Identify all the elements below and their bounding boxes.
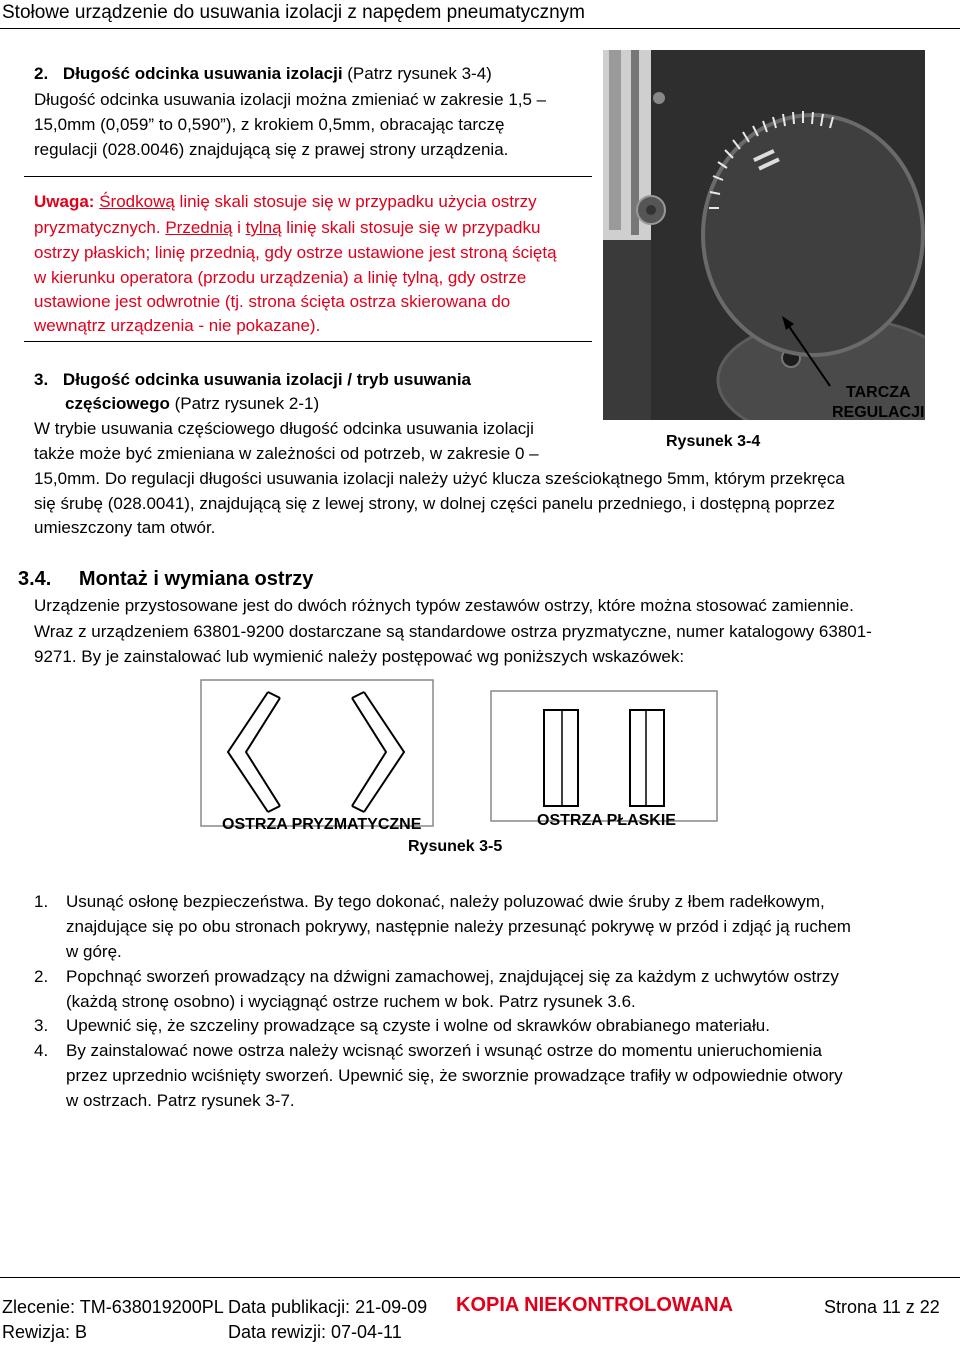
step-1-number: 1.	[34, 892, 49, 911]
section-3-line-3: 15,0mm. Do regulacji długości usuwania izolacji należy użyć klucza sześciokątnego 5mm, którym przekręca	[34, 469, 845, 488]
section-3-line-5: umieszczony tam otwór.	[34, 518, 216, 537]
dial-label-line-1: TARCZA	[846, 384, 911, 401]
section-2-heading: Długość odcinka usuwania izolacji	[62, 64, 343, 83]
note-label: Uwaga:	[34, 192, 95, 211]
step-2-line-1: Popchnąć sworzeń prowadzący na dźwigni zamachowej, znajdującej się za każdym z uchwytów ostrzy	[66, 967, 839, 986]
section-3-line-4: się śrubę (028.0041), znajdującą się z lewej strony, w dolnej części panelu przedniego, i dostępną poprzez	[34, 494, 836, 513]
section-3-4-line-2: Wraz z urządzeniem 63801-9200 dostarczane są standardowe ostrza pryzmatyczne, numer katalogowy 63801-	[34, 622, 872, 641]
section-3-4-title: Montaż i wymiana ostrzy	[78, 568, 314, 590]
document-header-title: Stołowe urządzenie do usuwania izolacji z napędem pneumatycznym	[2, 2, 585, 23]
section-3-line-2: także może być zmieniana w zależności od potrzeb, w zakresie 0 –	[34, 444, 539, 463]
dial-label-line-2: REGULACJI	[832, 404, 925, 421]
step-4-number: 4.	[34, 1041, 49, 1060]
note-line-4: w kierunku operatora (przodu urządzenia) a linię tylną, gdy ostrze	[34, 268, 527, 287]
step-2-number: 2.	[34, 967, 49, 986]
footer-rule	[0, 1277, 960, 1278]
prismatic-blades-label: OSTRZA PRYZMATYCZNE	[222, 816, 422, 833]
note-top-rule	[24, 176, 592, 177]
section-2-heading-line	[34, 62, 492, 86]
section-3-number: 3.	[34, 370, 49, 389]
section-3-heading: Długość odcinka usuwania izolacji / tryb usuwania	[62, 370, 472, 389]
section-2-line-3: regulacji (028.0046) znajdującą się z prawej strony urządzenia.	[34, 140, 509, 159]
prismatic-blades-drawing	[198, 674, 438, 830]
figure-3-5-caption: Rysunek 3-5	[408, 838, 503, 855]
adjustment-dial-photo	[603, 50, 925, 420]
note-line-5: ustawione jest odwrotnie (tj. strona ścięta ostrza skierowana do	[34, 292, 511, 311]
section-3-heading-line-2: częściowego (Patrz rysunek 2-1)	[65, 394, 320, 413]
step-4-line-2: przez uprzednio wciśnięty sworzeń. Upewnić się, że sworznie prowadzące trafiły w odpowiednie otwory	[66, 1066, 843, 1085]
footer-publication-date: Data publikacji: 21-09-09	[228, 1297, 428, 1317]
footer-order-number: Zlecenie: TM-638019200PL	[2, 1297, 224, 1317]
section-3-heading-line-1	[34, 368, 471, 392]
flat-blades-label: OSTRZA PŁASKIE	[537, 812, 676, 829]
section-3-line-1: W trybie usuwania częściowego długość odcinka usuwania izolacji	[34, 419, 534, 438]
step-3-number: 3.	[34, 1016, 49, 1035]
step-1-line-1: Usunąć osłonę bezpieczeństwa. By tego dokonać, należy poluzować dwie śruby z łbem radełkowym,	[66, 892, 825, 911]
step-1-line-2: znajdujące się po obu stronach pokrywy, następnie należy przesunąć pokrywę w przód i zdjąć ją ruchem	[66, 917, 851, 936]
footer-revision-date: Data rewizji: 07-04-11	[228, 1322, 402, 1342]
section-3-4-line-3: 9271. By je zainstalować lub wymienić należy postępować wg poniższych wskazówek:	[34, 647, 685, 666]
figure-3-4-caption: Rysunek 3-4	[666, 433, 761, 450]
dial-photo-illustration	[603, 50, 925, 420]
dial-callout-arrow	[780, 316, 840, 396]
section-3-4-heading	[18, 567, 313, 591]
step-1-line-3: w górę.	[66, 942, 122, 961]
section-2-ref: (Patrz rysunek 3-4)	[342, 64, 492, 83]
section-2-line-1: Długość odcinka usuwania izolacji można zmieniać w zakresie 1,5 –	[34, 90, 547, 109]
section-3-ref: (Patrz rysunek 2-1)	[169, 394, 320, 413]
section-3-4-number: 3.4.	[18, 568, 52, 590]
footer-uncontrolled-copy: KOPIA NIEKONTROLOWANA	[456, 1294, 734, 1316]
section-3-4-line-1: Urządzenie przystosowane jest do dwóch różnych typów zestawów ostrzy, które można stosować zamiennie.	[34, 596, 854, 615]
note-line-2: pryzmatycznych. Przednią i tylną linię skali stosuje się w przypadku	[34, 218, 541, 237]
flat-blades-drawing	[488, 688, 720, 824]
footer-page-number: Strona 11 z 22	[824, 1297, 940, 1317]
note-line-6: wewnątrz urządzenia - nie pokazane).	[34, 316, 321, 335]
step-3-line-1: Upewnić się, że szczeliny prowadzące są czyste i wolne od skrawków obrabianego materiału.	[66, 1016, 770, 1035]
note-line-3: ostrzy płaskich; linię przednią, gdy ostrze ustawione jest stroną ściętą	[34, 243, 557, 262]
section-2-line-2: 15,0mm (0,059” to 0,590”), z krokiem 0,5mm, obracając tarczę	[34, 115, 505, 134]
note-bottom-rule	[24, 341, 592, 342]
header-rule	[0, 28, 960, 29]
note-line-1: Uwaga: Środkową linię skali stosuje się w przypadku użycia ostrzy	[34, 192, 537, 211]
step-4-line-3: w ostrzach. Patrz rysunek 3-7.	[66, 1091, 295, 1110]
footer-revision: Rewizja: B	[2, 1322, 88, 1342]
section-2-number: 2.	[34, 64, 49, 83]
step-4-line-1: By zainstalować nowe ostrza należy wcisnąć sworzeń i wsunąć ostrze do momentu unieruchomienia	[66, 1041, 822, 1060]
step-2-line-2: (każdą stronę osobno) i wyciągnąć ostrze ruchem w bok. Patrz rysunek 3.6.	[66, 992, 636, 1011]
